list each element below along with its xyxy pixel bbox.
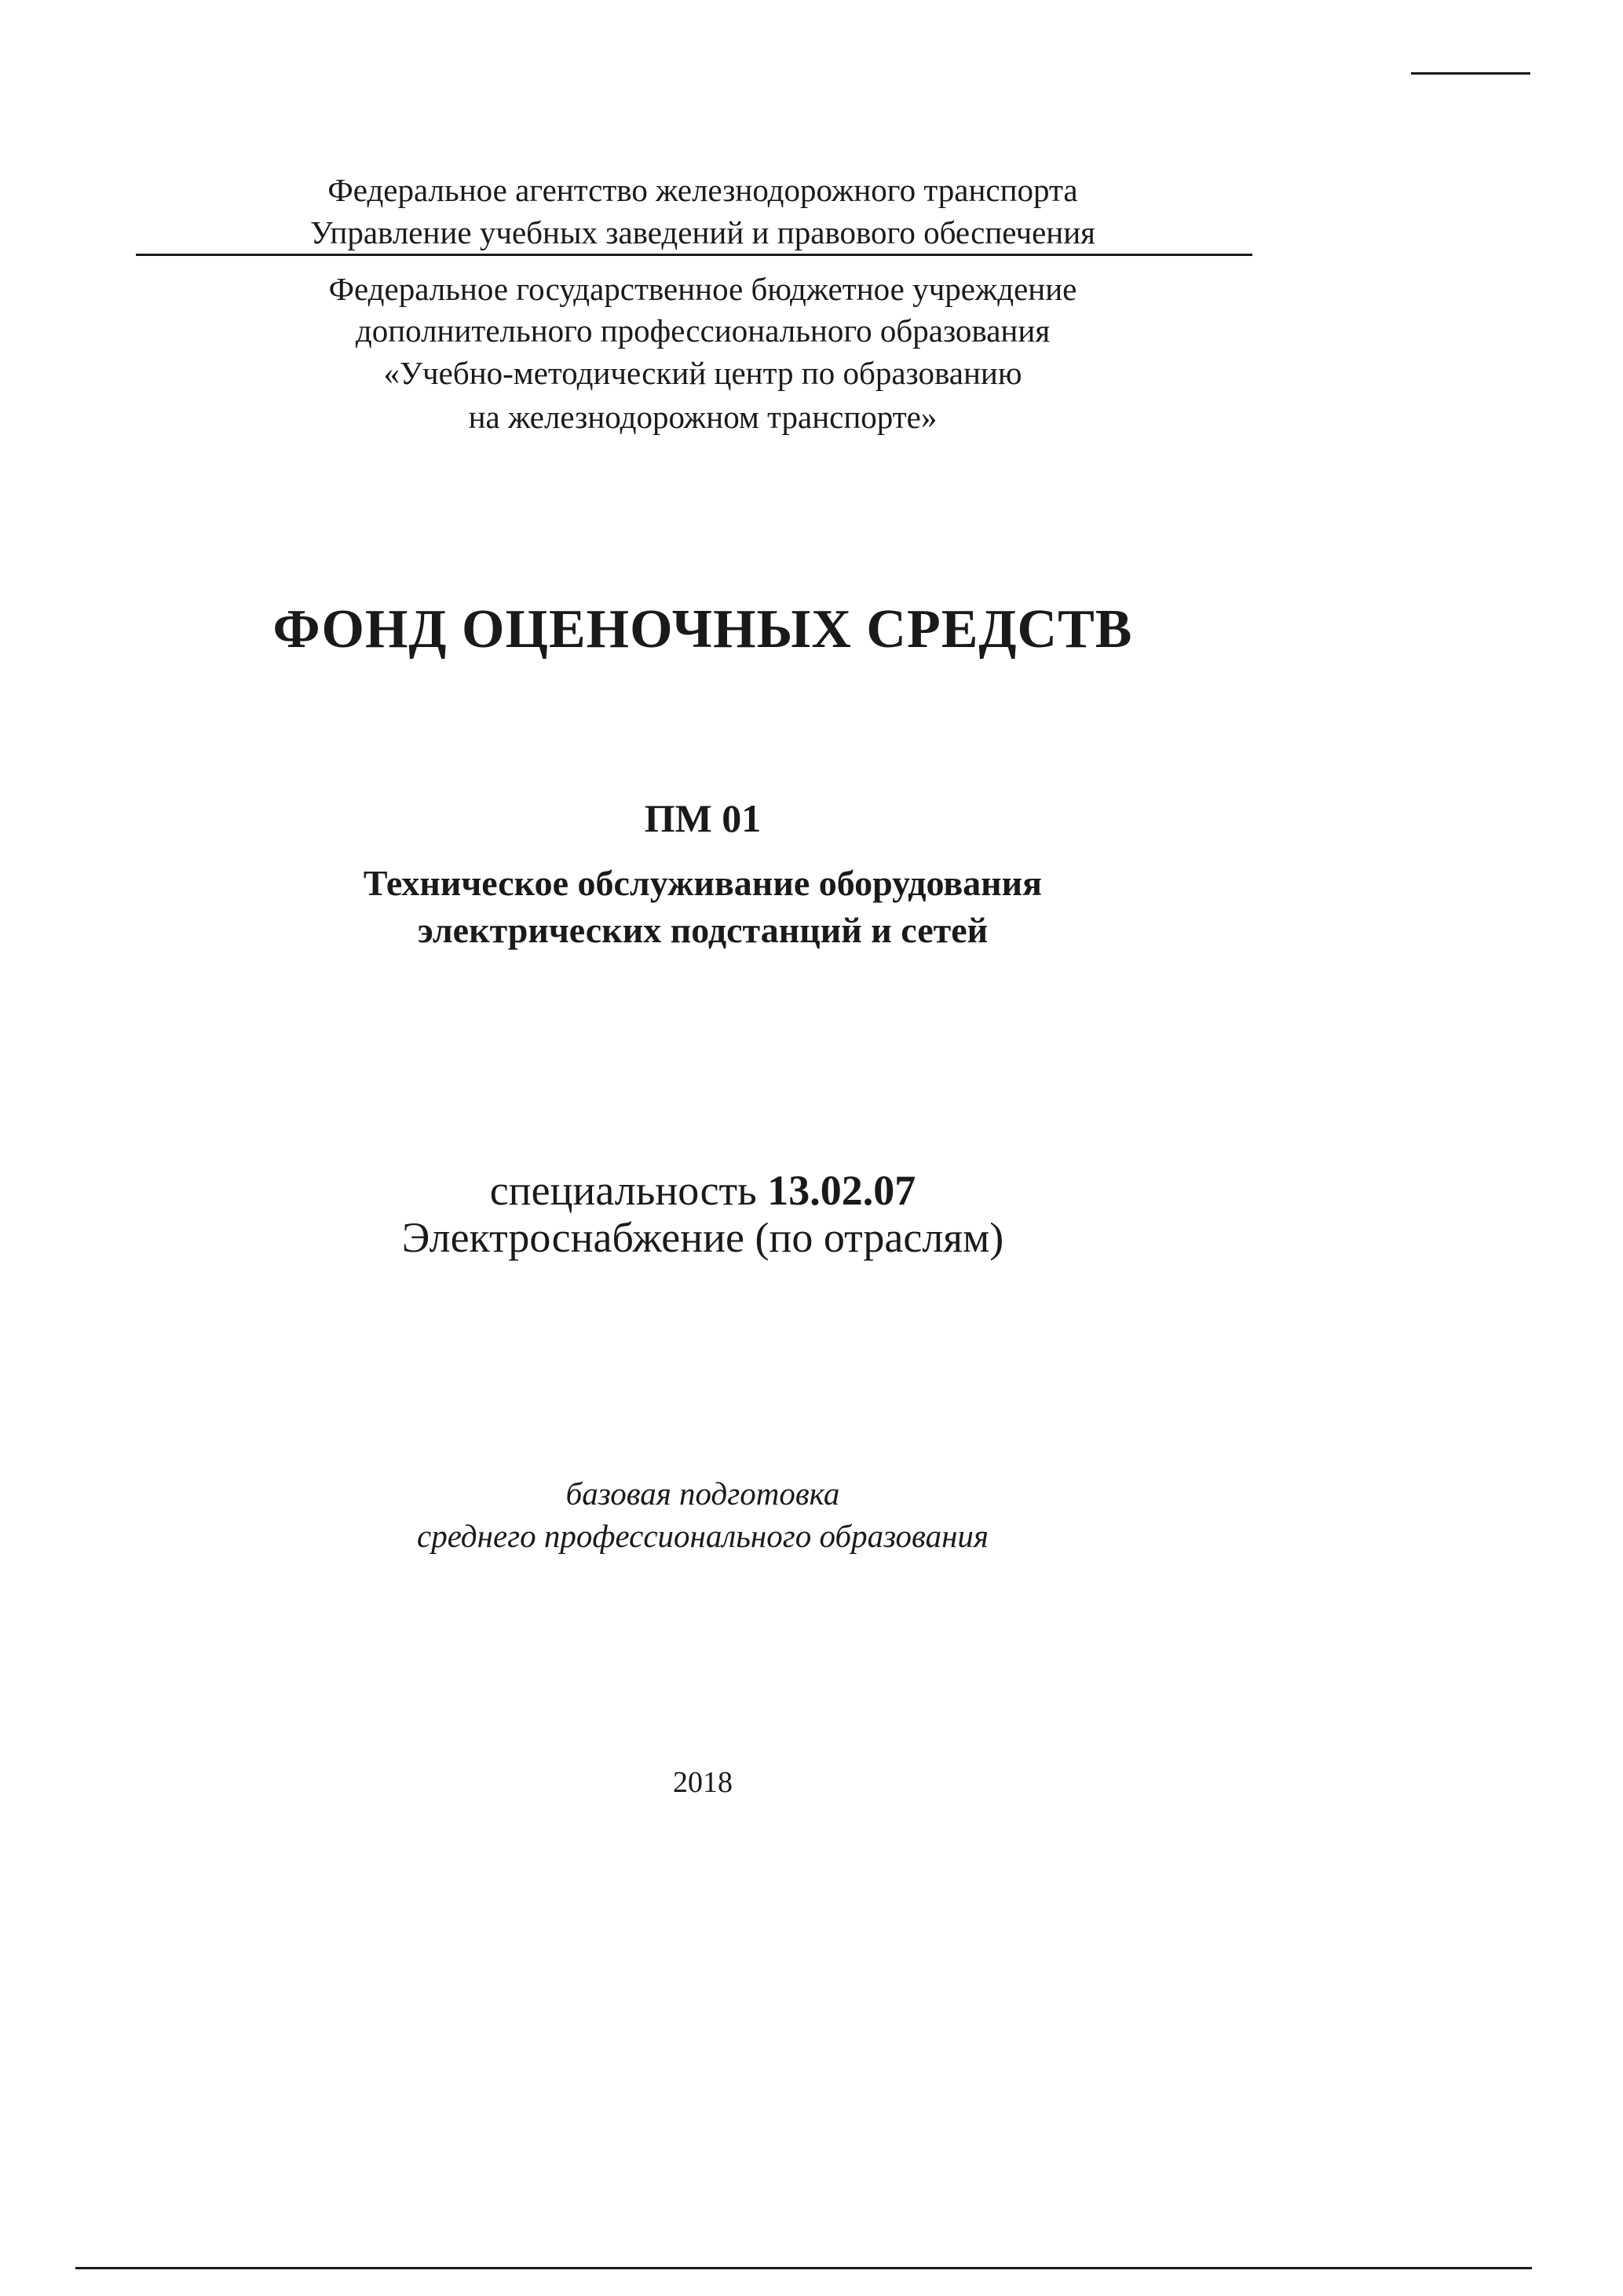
specialty-prefix: специальность bbox=[489, 1167, 768, 1214]
module-name-line-2: электрических подстанций и сетей bbox=[417, 910, 989, 950]
specialty-name: Электроснабжение (по отраслям) bbox=[401, 1214, 1004, 1261]
module-name-line-1: Техническое обслуживание оборудования bbox=[363, 863, 1043, 903]
institution-line-2: дополнительного профессионального образования bbox=[355, 313, 1051, 349]
institution-line-3: «Учебно-методический центр по образованию bbox=[383, 355, 1022, 391]
module-code: ПМ 01 bbox=[644, 796, 762, 840]
top-right-rule bbox=[1411, 72, 1530, 75]
institution-line-1: Федеральное государственное бюджетное учреждение bbox=[328, 271, 1077, 307]
department-name: Управление учебных заведений и правового обеспечения bbox=[309, 214, 1096, 250]
education-level-line-1: базовая подготовка bbox=[565, 1475, 840, 1512]
agency-name: Федеральное агентство железнодорожного транспорта bbox=[327, 172, 1078, 208]
bottom-rule bbox=[75, 2267, 1532, 2269]
header-divider bbox=[136, 254, 1252, 256]
specialty-line bbox=[0, 1166, 1406, 1215]
education-level-line-2: среднего профессионального образования bbox=[417, 1518, 989, 1554]
document-title: ФОНД ОЦЕНОЧНЫХ СРЕДСТВ bbox=[272, 599, 1133, 660]
publication-year: 2018 bbox=[673, 1766, 733, 1799]
institution-line-4: на железнодорожном транспорте» bbox=[468, 399, 938, 435]
specialty-code: 13.02.07 bbox=[767, 1167, 916, 1214]
